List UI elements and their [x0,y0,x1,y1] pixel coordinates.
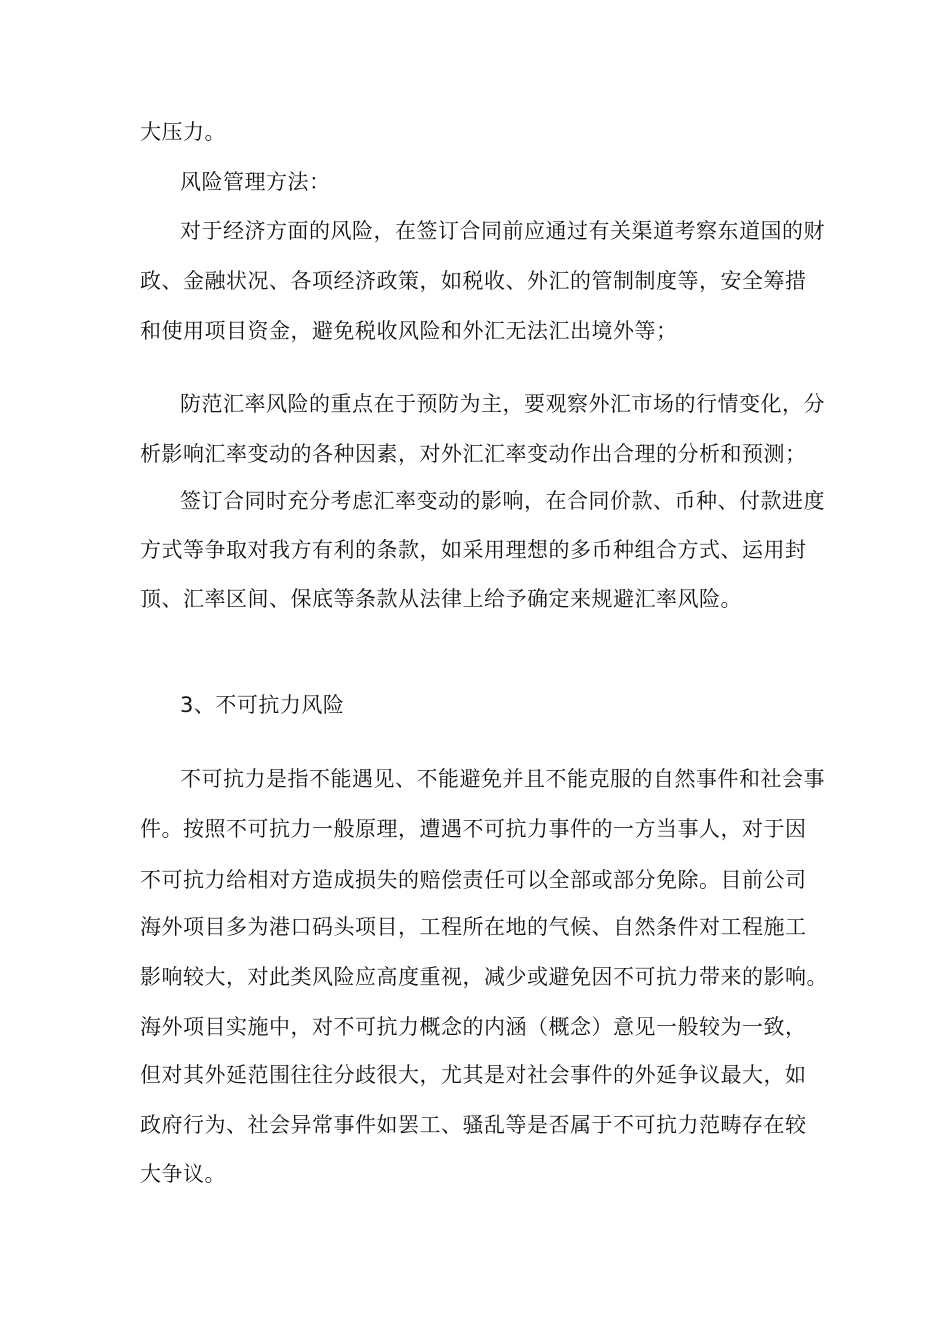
text-line: 政、金融状况、各项经济政策，如税收、外汇的管制制度等，安全筹措 [140,269,807,293]
text-line: 大压力。 [140,120,226,144]
text-line: 件。按照不可抗力一般原理，遭遇不可抗力事件的一方当事人，对于因 [140,817,807,841]
text-line: 不可抗力给相对方造成损失的赔偿责任可以全部或部分免除。目前公司 [140,868,807,892]
text-line: 对于经济方面的风险，在签订合同前应通过有关渠道考察东道国的财 [180,219,825,243]
text-line: 方式等争取对我方有利的条款，如采用理想的多币种组合方式、运用封 [140,538,807,562]
text-line: 签订合同时充分考虑汇率变动的影响，在合同价款、币种、付款进度 [180,489,825,513]
text-line: 但对其外延范围往往分歧很大，尤其是对社会事件的外延争议最大，如 [140,1063,807,1087]
text-line: 影响较大，对此类风险应高度重视，减少或避免因不可抗力带来的影响。 [140,965,828,989]
text-line: 不可抗力是指不能遇见、不能避免并且不能克服的自然事件和社会事 [180,767,825,791]
section-heading: 3、不可抗力风险 [180,693,345,717]
text-line: 和使用项目资金，避免税收风险和外汇无法汇出境外等； [140,319,678,343]
text-line: 顶、汇率区间、保底等条款从法律上给予确定来规避汇率风险。 [140,587,742,611]
text-line: 政府行为、社会异常事件如罢工、骚乱等是否属于不可抗力范畴存在较 [140,1113,807,1137]
text-line: 海外项目多为港口码头项目，工程所在地的气候、自然条件对工程施工 [140,915,807,939]
section-heading: 风险管理方法： [180,170,331,194]
text-line: 析影响汇率变动的各种因素，对外汇汇率变动作出合理的分析和预测； [140,442,807,466]
text-line: 大争议。 [140,1162,226,1186]
text-line: 海外项目实施中，对不可抗力概念的内涵（概念）意见一般较为一致， [140,1015,807,1039]
text-line: 防范汇率风险的重点在于预防为主，要观察外汇市场的行情变化，分 [180,392,825,416]
